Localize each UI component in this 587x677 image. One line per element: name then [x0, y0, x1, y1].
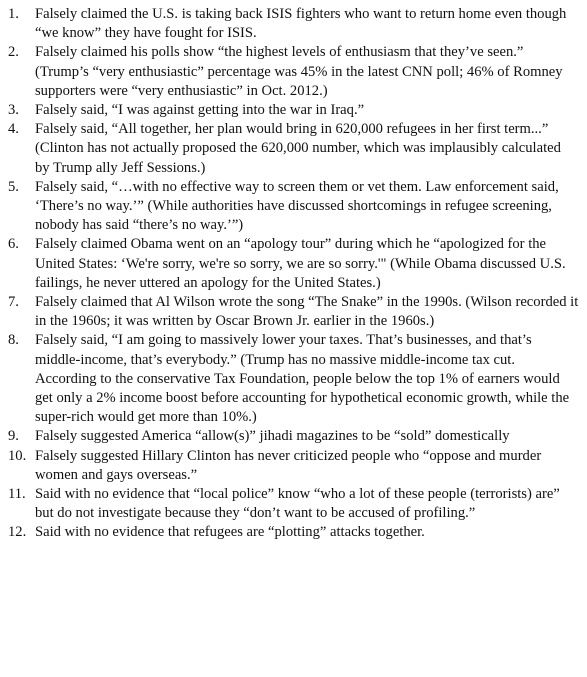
- item-text: Said with no evidence that refugees are “plotting” attacks together.: [35, 524, 425, 541]
- item-text: Falsely suggested America “allow(s)” jihadi magazines to be “sold” domestically: [35, 428, 510, 445]
- list-item: [8, 178, 579, 236]
- item-number: 2.: [8, 44, 19, 61]
- item-number: 3.: [8, 102, 19, 119]
- item-number: 11.: [8, 486, 26, 503]
- item-number: 10.: [8, 447, 27, 464]
- list-item: [8, 293, 579, 331]
- item-number: 12.: [8, 524, 27, 541]
- item-text: Falsely claimed that Al Wilson wrote the song “The Snake” in the 1990s. (Wilson recorded it in the 1960s; it was written by Oscar Brown Jr. earlier in the 1960s.): [35, 294, 579, 330]
- list-item: [8, 447, 579, 485]
- item-number: 1.: [8, 6, 19, 22]
- item-number: 7.: [8, 294, 19, 311]
- item-text: Falsely claimed the U.S. is taking back ISIS fighters who want to return home even though “we know” they have fought for ISIS.: [35, 6, 567, 42]
- list-item: [8, 427, 579, 446]
- item-number: 5.: [8, 178, 19, 195]
- list-item: [8, 331, 579, 427]
- list-item: [8, 235, 579, 293]
- item-text: Falsely claimed Obama went on an “apology tour” during which he “apologized for the United States: ‘We're sorry, we're so sorry, we are so sorry.'" (While Obama discussed U.S. failings, he never uttered an apology for the United States.): [35, 236, 566, 291]
- item-text: Falsely claimed his polls show “the highest levels of enthusiasm that they’ve seen.” (Trump’s “very enthusiastic” percentage was 45% in the latest CNN poll; 46% of Romney supporters were “very enthusiastic” in Oct. 2012.): [35, 44, 563, 99]
- item-text: Falsely said, “I was against getting into the war in Iraq.”: [35, 102, 365, 119]
- item-number: 4.: [8, 121, 19, 138]
- item-text: Falsely said, “I am going to massively lower your taxes. That’s businesses, and that’s middle-income, that’s everybody.” (Trump has no massive middle-income tax cut. According to the conservative Tax Foundation, people below the top 1% of earners would get only a 2% income boost before accounting for hypothetical economic growth, while the super-rich would get more than 10%.): [35, 332, 570, 426]
- item-number: 6.: [8, 236, 19, 253]
- item-number: 9.: [8, 428, 19, 445]
- item-number: 8.: [8, 332, 19, 349]
- list-item: [8, 5, 579, 43]
- item-text: Falsely said, “…with no effective way to screen them or vet them. Law enforcement said, ‘There’s no way.’” (While authorities have discussed shortcomings in refugee screening, nobody has said “there’s no way.’”): [35, 178, 559, 234]
- list-item: [8, 523, 579, 542]
- item-text: Said with no evidence that “local police” know “who a lot of these people (terrorists) are” but do not investigate because they “don’t want to be accused of profiling.”: [35, 486, 560, 522]
- list-item: [8, 43, 579, 101]
- list-item: [8, 120, 579, 178]
- item-text: Falsely suggested Hillary Clinton has never criticized people who “oppose and murder women and gays overseas.”: [35, 447, 542, 483]
- item-text: Falsely said, “All together, her plan would bring in 620,000 refugees in her first term...” (Clinton has not actually proposed the 620,000 number, which was implausibly calculated by Trump ally Jeff Sessions.): [35, 121, 561, 176]
- list-item: [8, 485, 579, 523]
- list-item: [8, 101, 579, 120]
